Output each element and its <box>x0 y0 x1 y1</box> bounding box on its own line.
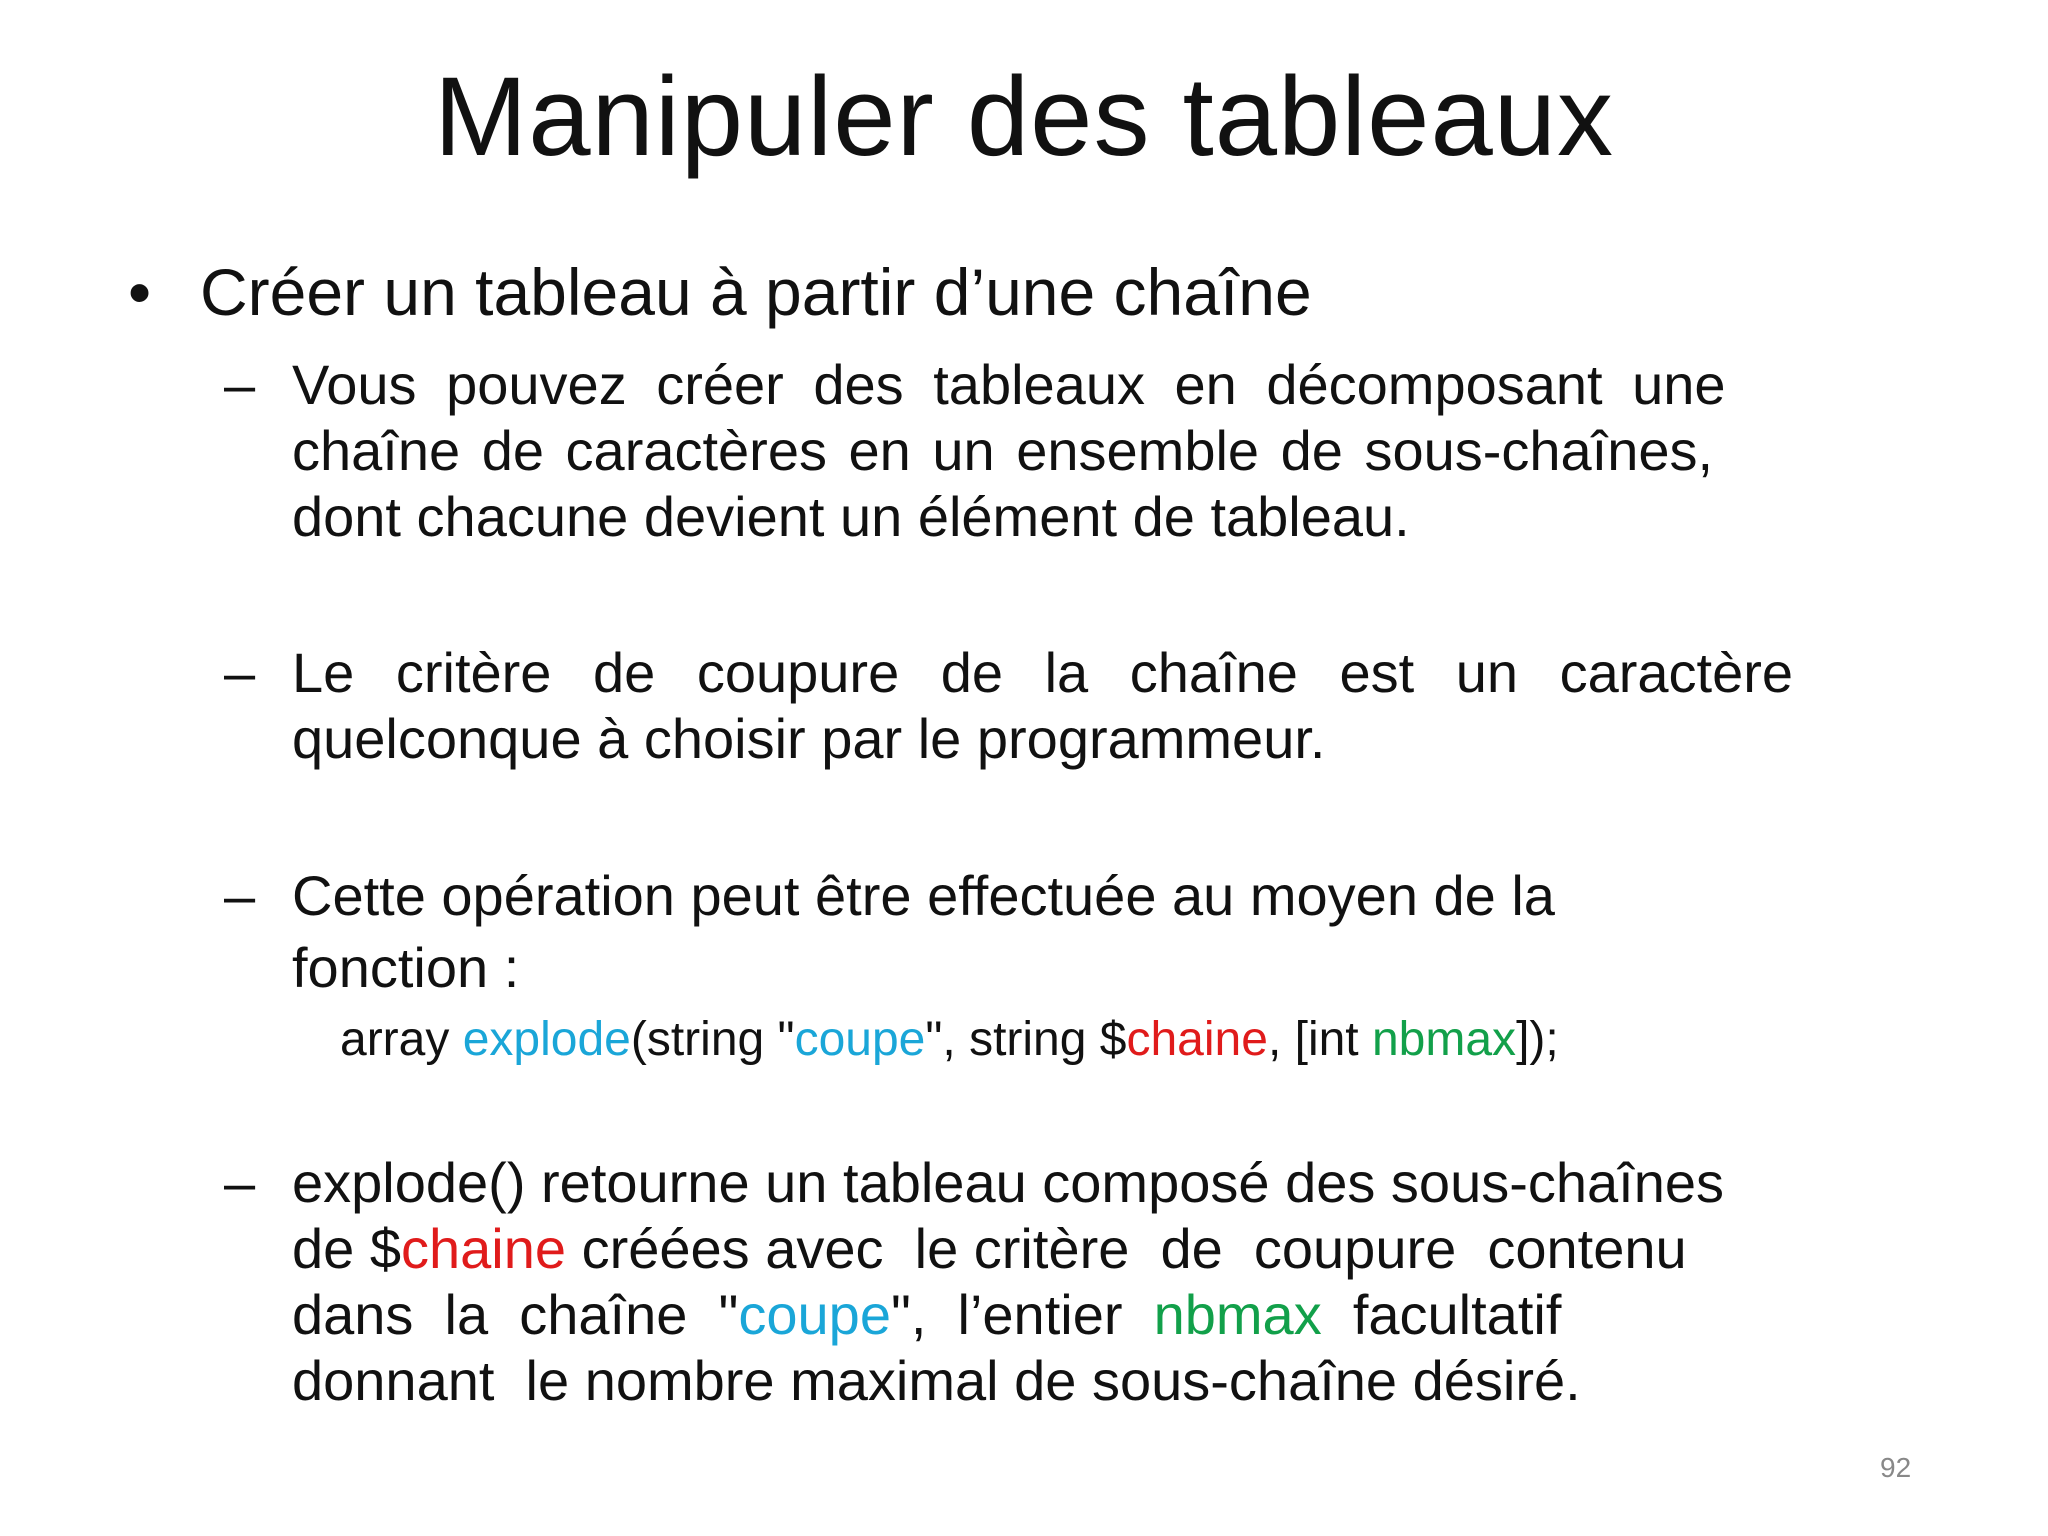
code-param-chaine: chaine <box>1126 1013 1268 1066</box>
text-line: Vous pouvez créer des tableaux en décomposant une <box>292 353 1726 416</box>
text-line <box>292 1216 1912 1282</box>
text-line <box>292 1282 1912 1348</box>
text-segment: facultatif <box>1321 1283 1562 1346</box>
bullet-dot: • <box>128 255 152 329</box>
sub-bullet-2-text <box>292 640 1822 772</box>
code-text: array <box>340 1013 463 1066</box>
highlight-chaine: chaine <box>401 1217 567 1280</box>
text-line: quelconque à choisir par le programmeur. <box>292 707 1326 770</box>
bullet-text: Créer un tableau à partir d’une chaîne <box>200 255 1312 329</box>
dash-marker: – <box>224 641 256 704</box>
dash-marker: – <box>224 353 256 416</box>
code-text: ]); <box>1516 1013 1559 1066</box>
text-line: Cette opération peut être effectuée au moyen de la <box>292 864 1555 927</box>
code-signature <box>340 1010 1559 1070</box>
text-segment: dans la chaîne " <box>292 1283 739 1346</box>
code-text: , [int <box>1267 1013 1372 1066</box>
text-line: Le critère de coupure de la chaîne est un caractère <box>292 641 1793 704</box>
code-text: ", string $ <box>925 1013 1127 1066</box>
sub-bullet-3-text <box>292 860 1822 1004</box>
highlight-nbmax: nbmax <box>1153 1283 1322 1346</box>
dash-marker: – <box>224 1151 256 1214</box>
text-line: chaîne de caractères en un ensemble de sous-chaînes, <box>292 419 1714 482</box>
dash-marker: – <box>224 864 256 927</box>
text-line: fonction : <box>292 936 520 999</box>
code-function-name: explode <box>462 1013 631 1066</box>
code-text: (string " <box>630 1013 795 1066</box>
text-segment: créées avec le critère de coupure contenu <box>566 1217 1687 1280</box>
text-line: donnant le nombre maximal de sous-chaîne désiré. <box>292 1349 1581 1412</box>
slide-title: Manipuler des tableaux <box>433 54 1615 179</box>
text-line: dont chacune devient un élément de tableau. <box>292 485 1410 548</box>
code-param-nbmax: nbmax <box>1371 1013 1517 1066</box>
sub-bullet-4-text <box>292 1150 1912 1414</box>
highlight-coupe: coupe <box>738 1283 891 1346</box>
text-segment: de $ <box>292 1217 401 1280</box>
code-param-coupe: coupe <box>794 1013 926 1066</box>
text-line: explode() retourne un tableau composé des sous-chaînes <box>292 1151 1724 1214</box>
sub-bullet-1-text <box>292 352 1822 550</box>
text-segment: ", l’entier <box>890 1283 1154 1346</box>
page-number: 92 <box>1880 1452 1912 1483</box>
